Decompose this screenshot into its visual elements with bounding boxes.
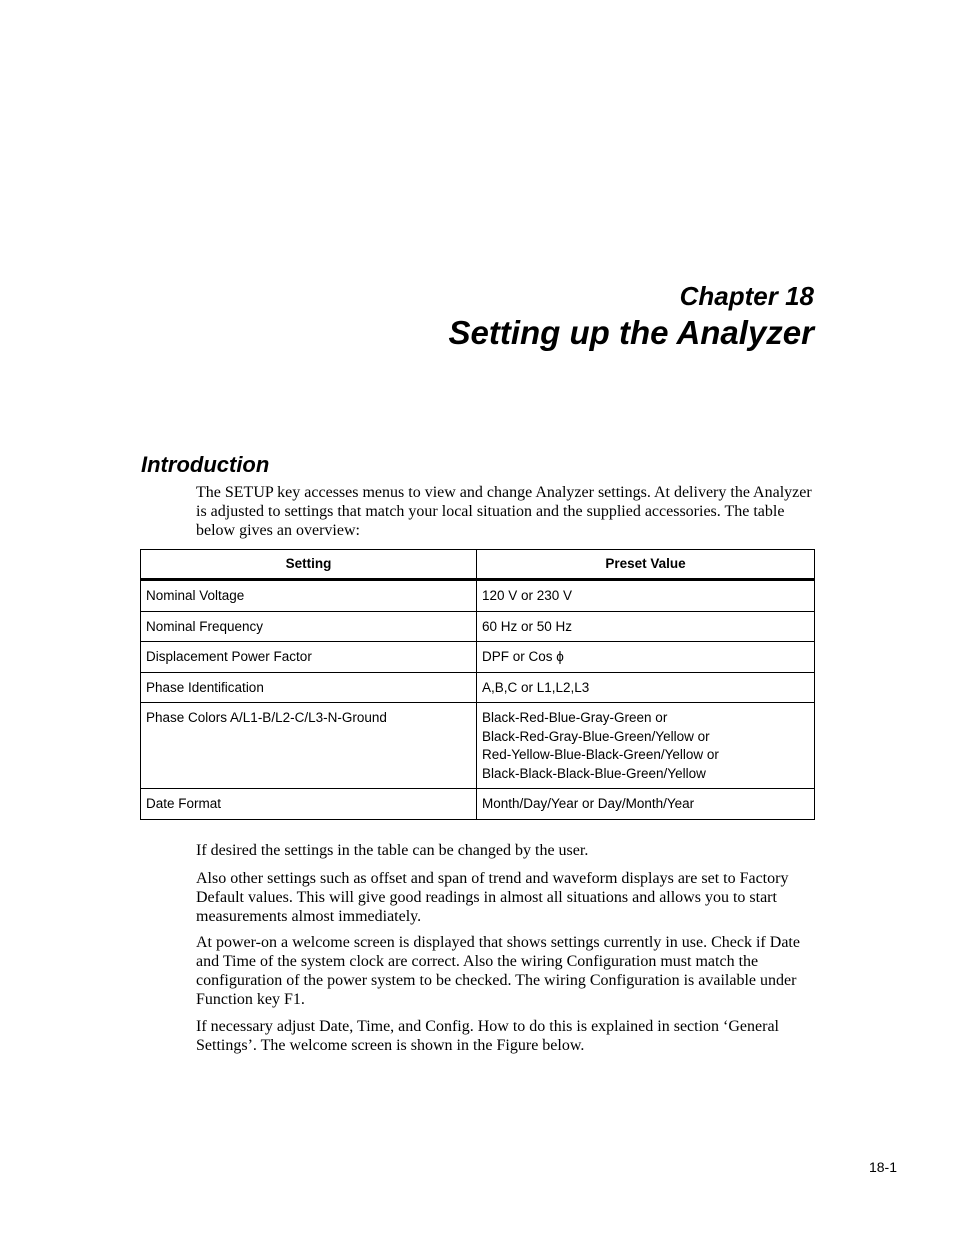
preset-value-cell: DPF or Cos ϕ bbox=[477, 642, 815, 673]
table-row bbox=[141, 642, 815, 673]
section-heading: Introduction bbox=[141, 452, 270, 477]
preset-value-line: Black-Black-Black-Blue-Green/Yellow bbox=[482, 765, 706, 781]
body-paragraph: At power-on a welcome screen is displayed that shows settings currently in use. Check if Date and Time of the system clock are correct. Also the wiring Configuration must match the configuration of the power system to be checked. The wiring Configuration is available under Function key F1. bbox=[196, 934, 800, 1008]
table-row bbox=[141, 789, 815, 820]
setting-cell: Nominal Frequency bbox=[141, 611, 477, 642]
body-paragraph: Also other settings such as offset and span of trend and waveform displays are set to Factory Default values. This will give good readings in almost all situations and allows you to start measurements almost immediately. bbox=[196, 870, 789, 925]
chapter-title: Setting up the Analyzer bbox=[448, 314, 814, 351]
table-row bbox=[141, 672, 815, 703]
setting-cell: Nominal Voltage bbox=[141, 580, 477, 612]
body-paragraph: If necessary adjust Date, Time, and Config. How to do this is explained in section ‘General Settings’. The welcome screen is shown in the Figure below. bbox=[196, 1018, 779, 1054]
column-header-preset-value: Preset Value bbox=[477, 550, 815, 580]
preset-value-line: Red-Yellow-Blue-Black-Green/Yellow or bbox=[482, 747, 719, 762]
preset-value-cell: 120 V or 230 V bbox=[477, 580, 815, 612]
setting-cell: Phase Identification bbox=[141, 672, 477, 703]
page-number: 18-1 bbox=[868, 1159, 897, 1175]
preset-value-cell: Month/Day/Year or Day/Month/Year bbox=[477, 789, 815, 820]
chapter-label: Chapter 18 bbox=[679, 281, 814, 311]
preset-value-cell: A,B,C or L1,L2,L3 bbox=[477, 672, 815, 703]
preset-value-cell: 60 Hz or 50 Hz bbox=[477, 611, 815, 642]
setting-cell: Phase Colors A/L1-B/L2-C/L3-N-Ground bbox=[141, 703, 477, 789]
setting-cell: Displacement Power Factor bbox=[141, 642, 477, 673]
table-header-row bbox=[141, 550, 815, 580]
column-header-setting: Setting bbox=[141, 550, 477, 580]
intro-paragraph: The SETUP key accesses menus to view and change Analyzer settings. At delivery the Analyzer is adjusted to settings that match your local situation and the supplied accessories. The table below gives an overview: bbox=[196, 484, 812, 539]
table-row bbox=[141, 580, 815, 612]
preset-value-line: Black-Red-Gray-Blue-Green/Yellow or bbox=[482, 728, 710, 744]
settings-table bbox=[140, 549, 815, 820]
setting-cell: Date Format bbox=[141, 789, 477, 820]
table-row bbox=[141, 703, 815, 789]
preset-value-line: Black-Red-Blue-Gray-Green or bbox=[482, 710, 668, 725]
body-paragraph: If desired the settings in the table can be changed by the user. bbox=[196, 842, 589, 859]
preset-value-cell bbox=[477, 703, 815, 789]
table-row bbox=[141, 611, 815, 642]
